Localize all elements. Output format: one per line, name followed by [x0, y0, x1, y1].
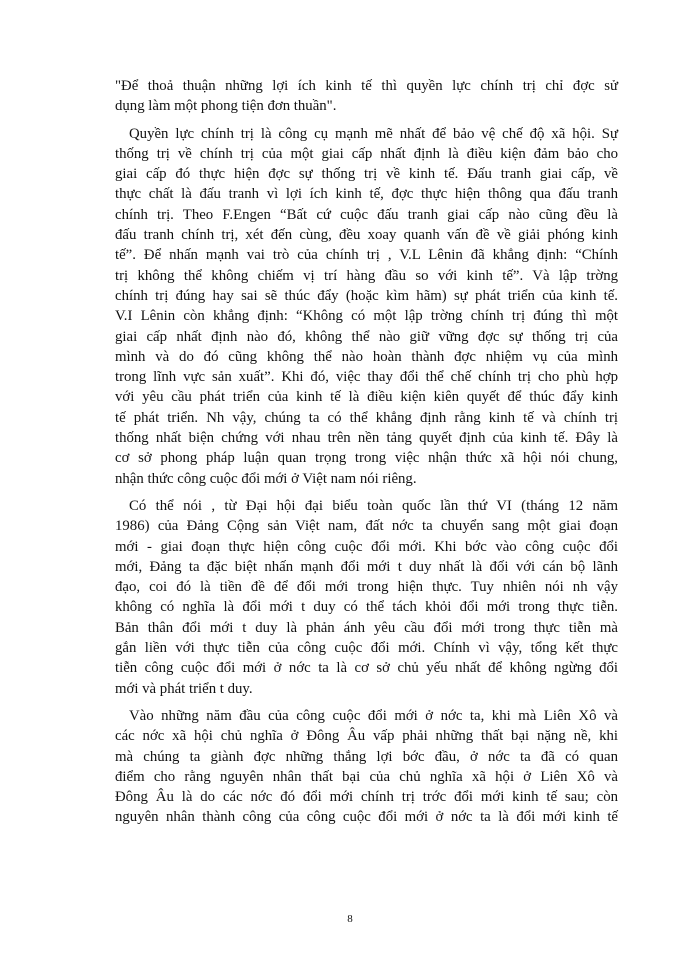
- text-line: tế phát triển. Nh vậy, chúng ta có thể khẳng định rằng kinh tế và chính trị: [115, 409, 618, 426]
- text-line: mới - giai đoạn thực hiện công cuộc đổi mới. Khi bớc vào công cuộc đổi: [115, 538, 618, 555]
- text-line: Vào những năm đầu của công cuộc đổi mới ở nớc ta, khi mà Liên Xô và: [129, 707, 618, 724]
- text-line: V.I Lênin còn khẳng định: “Không có một lập trờng chính trị đúng thì một: [115, 308, 618, 325]
- text-line: đạo, coi đó là tiền đề để đổi mới trong hiện thực. Tuy nhiên nói nh vậy: [115, 579, 618, 596]
- text-line: mới và phát triển t duy.: [115, 680, 253, 697]
- text-line: giai cấp đó thực hiện đợc sự thống trị về kinh tế. Đấu tranh giai cấp, về: [115, 166, 618, 183]
- text-line: trị không thể không chiếm vị trí hàng đầu so với kinh tế”. Và lập trờng: [115, 267, 618, 284]
- text-line: gắn liền với thực tiễn của công cuộc đổi mới. Chính vì vậy, tổng kết thực: [115, 640, 618, 657]
- text-line: thống trị về chính trị của một giai cấp nhất định là điều kiện đảm bảo cho: [115, 145, 618, 162]
- text-line: 1986) của Đảng Cộng sản Việt nam, đất nớc ta chuyển sang một giai đoạn: [115, 518, 618, 535]
- text-line: mà chúng ta giành đợc những thắng lợi bớc đầu, ở nớc ta đã có quan: [115, 748, 618, 765]
- text-line: Quyền lực chính trị là công cụ mạnh mẽ nhất để bảo vệ chế độ xã hội. Sự: [129, 125, 618, 142]
- text-line: chính trị. Theo F.Engen “Bất cứ cuộc đấu tranh giai cấp nào cũng đều là: [115, 206, 618, 223]
- text-line: đấu tranh chính trị, xét đến cùng, đều xoay quanh vấn đề về giải phóng kinh: [115, 227, 618, 244]
- text-line: Có thể nói , từ Đại hội đại biểu toàn quốc lần thứ VI (tháng 12 năm: [129, 497, 618, 514]
- body-text: [115, 76, 618, 828]
- text-line: thực chất là đấu tranh vì lợi ích kinh tế, đợc thực hiện thông qua đấu tranh: [115, 186, 618, 203]
- text-line: mình và do đó cũng không thể nào hoàn thành đợc nhiệm vụ của mình: [115, 348, 618, 365]
- text-line: chính trị đúng hay sai sẽ thúc đẩy (hoặc kìm hãm) sự phát triển của kinh tế.: [115, 287, 618, 304]
- text-line: các nớc xã hội chủ nghĩa ở Đông Âu vấp phải những thất bại nặng nề, khi: [115, 728, 618, 745]
- text-line: cơ sở phong pháp luận quan trọng trong việc nhận thức xã hội nói chung,: [115, 450, 618, 467]
- text-line: thống nhất biện chứng với nhau trên nền tảng quyết định của kinh tế. Đây là: [115, 430, 618, 447]
- text-line: Đông Âu là do các nớc đó đổi mới chính trị trớc đổi mới kinh tế sau; còn: [115, 789, 618, 806]
- text-line: không có nghĩa là đổi mới t duy có thể tách khỏi đổi mới trong thực tiễn.: [115, 599, 618, 616]
- text-line: nhận thức công cuộc đổi mới ở Việt nam nói riêng.: [115, 470, 417, 487]
- paragraph-1: [115, 76, 618, 117]
- page-number: 8: [347, 913, 353, 925]
- text-line: Bản thân đổi mới t duy là phản ánh yêu cầu đổi mới trong thực tiễn mà: [115, 619, 618, 636]
- text-line: nguyên nhân thành công của công cuộc đổi mới ở nớc ta là đổi mới kinh tế: [115, 809, 618, 826]
- paragraph-2: [115, 124, 618, 489]
- text-line: với yêu cầu phát triển của kinh tế là điều kiện kiên quyết để thúc đẩy kinh: [115, 389, 618, 406]
- text-line: tế”. Để nhấn mạnh vai trò của chính trị , V.L Lênin đã khẳng định: “Chính: [115, 247, 618, 264]
- paragraph-3: [115, 496, 618, 699]
- text-line: mới, Đảng ta đặc biệt nhấn mạnh đổi mới t duy nhất là đối với cán bộ lãnh: [115, 558, 618, 575]
- text-line: trong lĩnh vực sản xuất”. Khi đó, việc thay đổi thể chế chính trị cho phù hợp: [115, 369, 618, 386]
- text-line: điểm cho rằng nguyên nhân thất bại của chủ nghĩa xã hội ở Liên Xô và: [115, 768, 618, 785]
- text-line: "Để thoả thuận những lợi ích kinh tế thì quyền lực chính trị chỉ đợc sử: [115, 78, 618, 94]
- text-line: tiễn công cuộc đổi mới ở nớc ta là cơ sở chủ yếu nhất để không ngừng đổi: [115, 660, 618, 677]
- text-line: giai cấp nhất định nào đó, không thể nào giữ vững đợc sự thống trị của: [115, 328, 618, 345]
- paragraph-4: [115, 706, 618, 828]
- text-line: dụng làm một phong tiện đơn thuần".: [115, 98, 337, 115]
